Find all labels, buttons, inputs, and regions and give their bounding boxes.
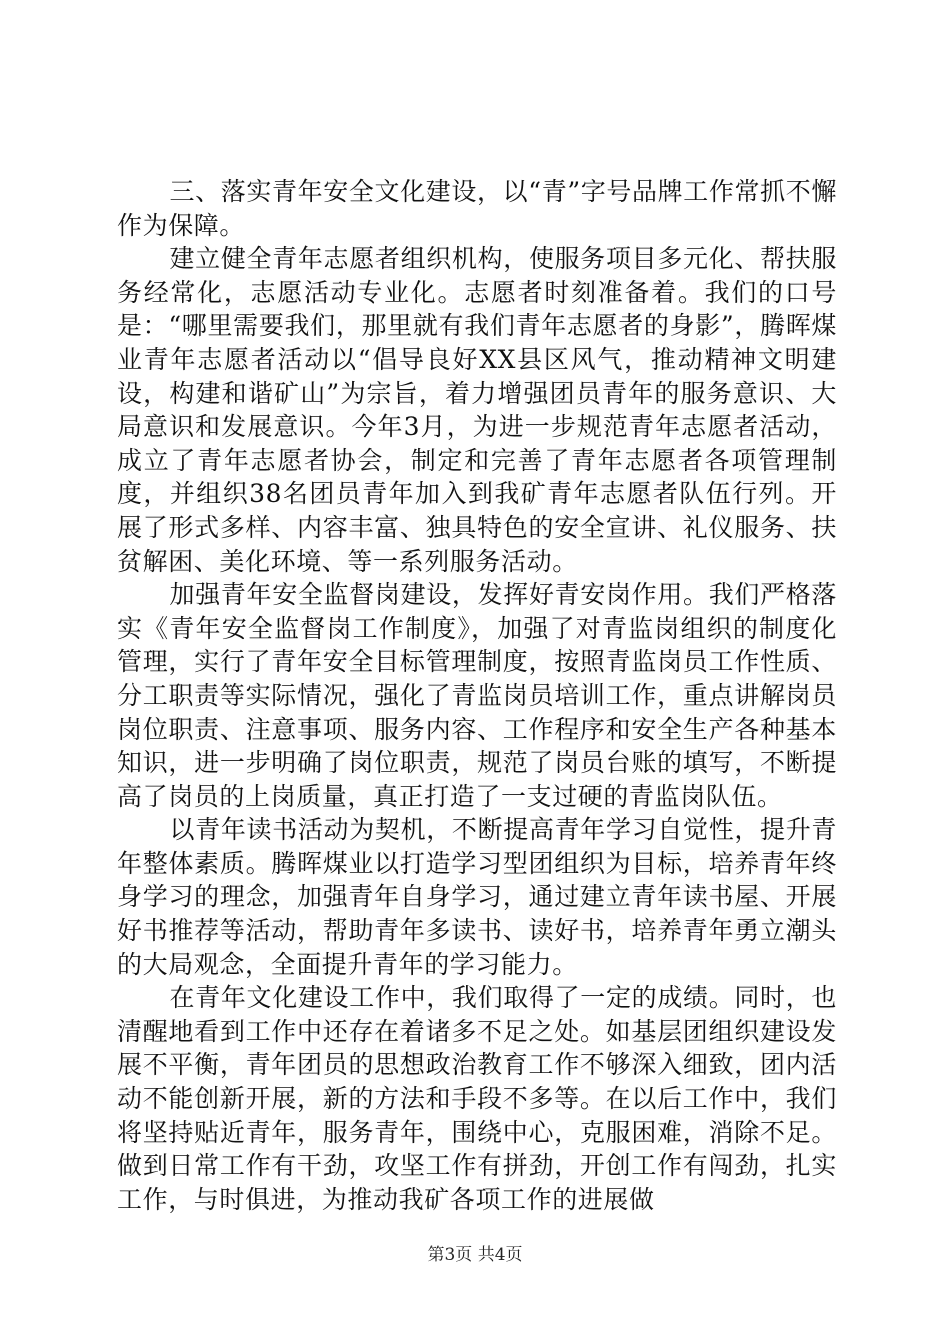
section-heading: 三、落实青年安全文化建设，以“青”字号品牌工作常抓不懈作为保障。 <box>117 177 837 240</box>
document-body <box>117 175 837 1216</box>
paragraph-volunteers: 建立健全青年志愿者组织机构，使服务项目多元化、帮扶服务经常化，志愿活动专业化。志愿者时刻准备着。我们的口号是：“哪里需要我们，那里就有我们青年志愿者的身影”，腾晖煤业青年志愿者活动以“倡导良好XX县区风气，推动精神文明建设，构建和谐矿山”为宗旨，着力增强团员青年的服务意识、大局意识和发展意识。今年3月，为进一步规范青年志愿者活动，成立了青年志愿者协会，制定和完善了青年志愿者各项管理制度，并组织38名团员青年加入到我矿青年志愿者队伍行列。开展了形式多样、内容丰富、独具特色的安全宣讲、礼仪服务、扶贫解困、美化环境、等一系列服务活动。 <box>117 244 837 576</box>
paragraph-summary: 在青年文化建设工作中，我们取得了一定的成绩。同时，也清醒地看到工作中还存在着诸多不足之处。如基层团组织建设发展不平衡，青年团员的思想政治教育工作不够深入细致，团内活动不能创新开展，新的方法和手段不多等。在以后工作中，我们将坚持贴近青年，服务青年，围绕中心，克服困难，消除不足。做到日常工作有干劲，攻坚工作有拼劲，开创工作有闯劲，扎实工作，与时俱进，为推动我矿各项工作的进展做 <box>117 983 837 1214</box>
paragraph-safety-supervision: 加强青年安全监督岗建设，发挥好青安岗作用。我们严格落实《青年安全监督岗工作制度》，加强了对青监岗组织的制度化管理，实行了青年安全目标管理制度，按照青监岗员工作性质、分工职责等实际情况，强化了青监岗员培训工作，重点讲解岗员岗位职责、注意事项、服务内容、工作程序和安全生产各种基本知识，进一步明确了岗位职责，规范了岗员台账的填写，不断提高了岗员的上岗质量，真正打造了一支过硬的青监岗队伍。 <box>117 580 837 811</box>
page-footer: 第3页 共4页 <box>427 1245 523 1265</box>
paragraph-reading-activity: 以青年读书活动为契机，不断提高青年学习自觉性，提升青年整体素质。腾晖煤业以打造学习型团组织为目标，培养青年终身学习的理念，加强青年自身学习，通过建立青年读书屋、开展好书推荐等活动，帮助青年多读书、读好书，培养青年勇立潮头的大局观念，全面提升青年的学习能力。 <box>117 815 837 979</box>
